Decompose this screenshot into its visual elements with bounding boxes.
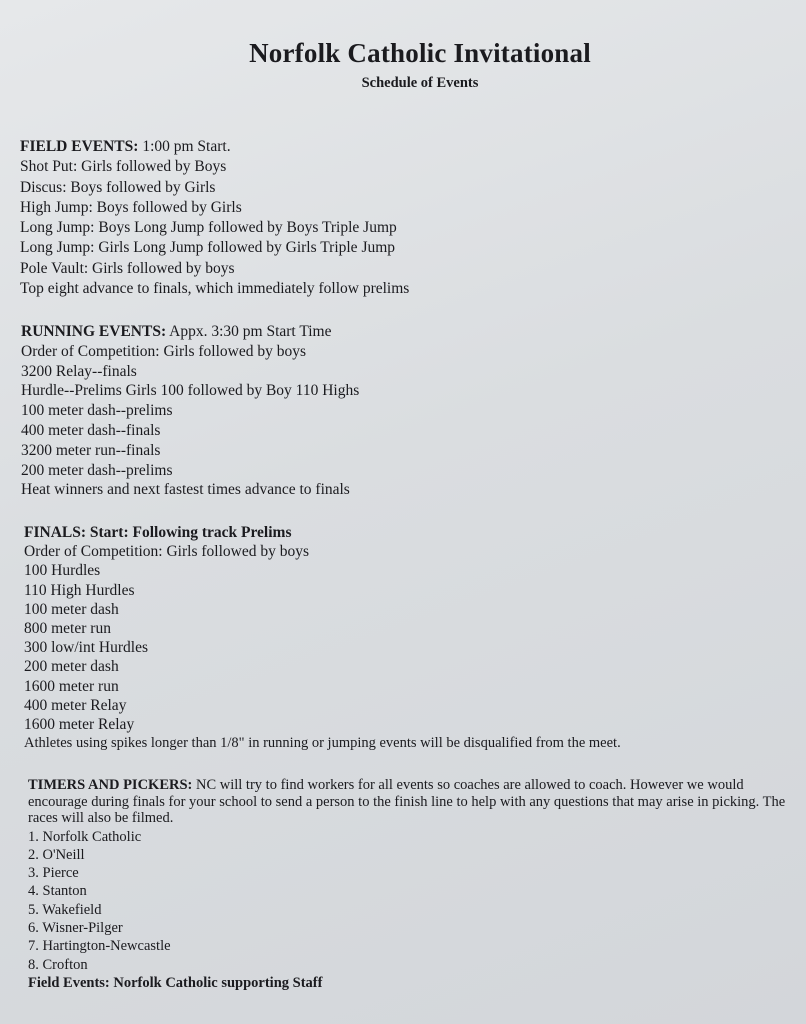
list-item: 3200 meter run--finals — [21, 441, 161, 459]
list-item: Pole Vault: Girls followed by boys — [20, 259, 235, 277]
school-list-item: 8. Crofton — [28, 956, 88, 973]
school-list-item: 5. Wakefield — [28, 901, 102, 918]
field-events-section — [20, 137, 409, 299]
running-events-section — [21, 322, 359, 500]
school-list-item: 2. O'Neill — [28, 846, 85, 863]
list-item: Hurdle--Prelims Girls 100 followed by Boy 110 Highs — [21, 382, 360, 400]
school-list-item: 7. Hartington-Newcastle — [28, 938, 171, 955]
field-events-staff-note: Field Events: Norfolk Catholic supporting Staff — [28, 974, 323, 991]
school-list-item: 6. Wisner-Pilger — [28, 919, 123, 936]
running-events-start-time: Appx. 3:30 pm Start Time — [166, 323, 332, 340]
list-item: Long Jump: Boys Long Jump followed by Boys Triple Jump — [20, 219, 397, 237]
timers-heading: TIMERS AND PICKERS: — [28, 777, 193, 793]
list-item: 400 meter Relay — [24, 696, 127, 714]
list-item: Top eight advance to finals, which immediately follow prelims — [20, 280, 410, 298]
list-item: High Jump: Boys followed by Girls — [20, 198, 242, 216]
school-list-item: 4. Stanton — [28, 883, 87, 900]
finals-heading: FINALS: Start: Following track Prelims — [24, 524, 292, 541]
list-item: 100 meter dash--prelims — [21, 402, 173, 420]
list-item: Shot Put: Girls followed by Boys — [20, 158, 227, 176]
document-subtitle: Schedule of Events — [361, 75, 479, 91]
list-item: 100 meter dash — [24, 600, 119, 618]
timers-text: NC will try to find workers for all events so coaches are allowed to coach. However we would encourage during finals for your school to send a person to the finish line to help with any questions that may arise in picking. The races will also be filmed. — [28, 777, 786, 826]
field-events-start-time: 1:00 pm Start. — [138, 138, 231, 155]
list-item: 800 meter run — [24, 620, 111, 638]
list-item: 200 meter dash — [24, 658, 119, 676]
document-title: Norfolk Catholic Invitational — [249, 38, 591, 68]
list-item: 100 Hurdles — [24, 562, 101, 580]
list-item: 1600 meter run — [24, 677, 119, 695]
list-item: 3200 Relay--finals — [21, 362, 137, 380]
list-item: 300 low/int Hurdles — [24, 639, 148, 657]
list-item: 1600 meter Relay — [24, 716, 135, 734]
finals-section — [24, 523, 621, 753]
list-item: Long Jump: Girls Long Jump followed by Girls Triple Jump — [20, 239, 396, 257]
timers-paragraph — [28, 777, 798, 827]
timers-pickers-section — [28, 777, 798, 992]
field-events-heading: FIELD EVENTS: — [20, 138, 139, 155]
field-events-heading-line — [20, 137, 409, 157]
list-item: 400 meter dash--finals — [21, 421, 161, 439]
list-item: Order of Competition: Girls followed by boys — [24, 543, 309, 561]
school-list-item: 1. Norfolk Catholic — [28, 828, 142, 845]
school-list-item: 3. Pierce — [28, 865, 79, 882]
list-item: Heat winners and next fastest times advance to finals — [21, 481, 350, 499]
running-events-heading: RUNNING EVENTS: — [21, 323, 167, 340]
list-item: 200 meter dash--prelims — [21, 461, 173, 479]
list-item: Order of Competition: Girls followed by boys — [21, 342, 306, 360]
list-item: Discus: Boys followed by Girls — [20, 178, 216, 196]
list-item: 110 High Hurdles — [24, 581, 135, 599]
spikes-rule-note: Athletes using spikes longer than 1/8" in running or jumping events will be disqualified from the meet. — [24, 735, 621, 752]
running-events-heading-line — [21, 322, 359, 342]
